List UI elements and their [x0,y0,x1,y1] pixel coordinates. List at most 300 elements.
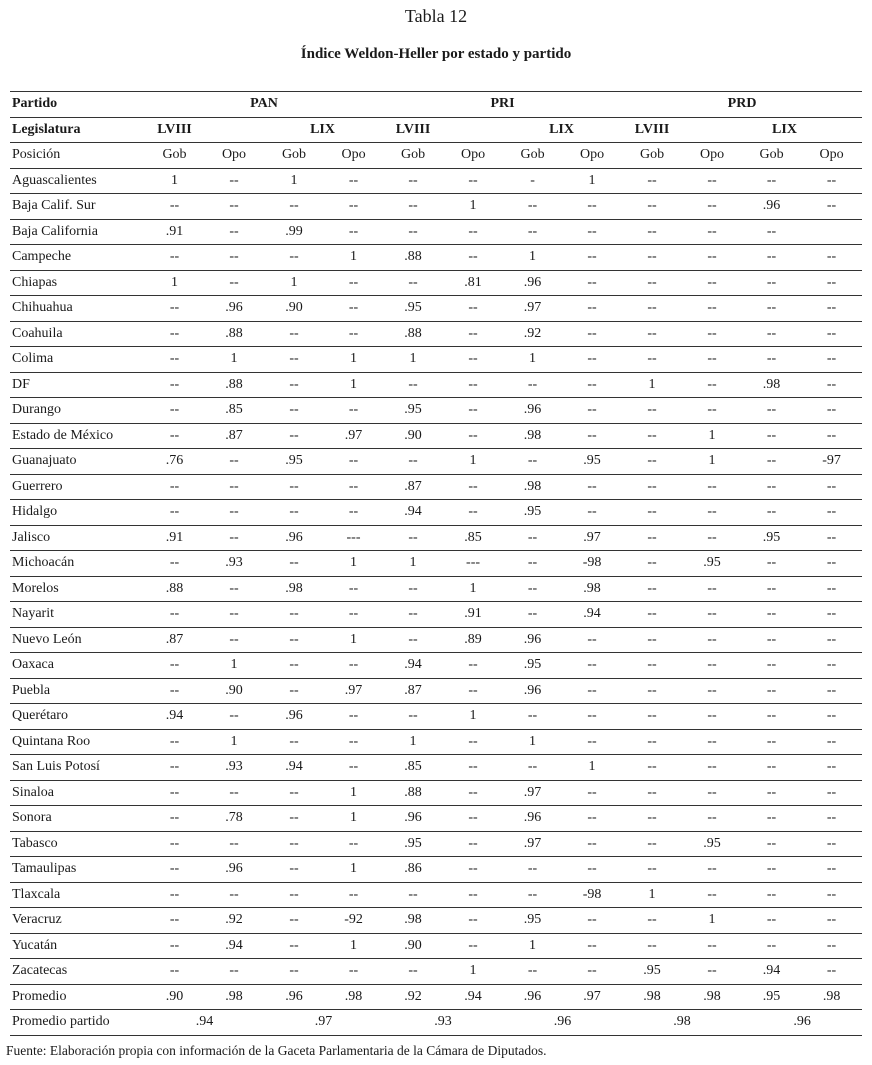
value-cell: 1 [622,882,682,908]
value-cell: -- [324,704,383,730]
value-cell: 1 [682,908,742,934]
value-cell: -- [682,704,742,730]
value-cell: 1 [503,347,562,373]
value-cell: -- [562,219,622,245]
table-row [10,959,862,985]
state-name: Puebla [10,678,145,704]
value-cell: -- [503,372,562,398]
value-cell: -- [383,168,443,194]
value-cell: -- [562,347,622,373]
state-name: Baja California [10,219,145,245]
value-cell: 1 [324,245,383,271]
value-cell: -- [324,653,383,679]
value-cell: -- [801,270,862,296]
value-cell: -- [443,933,503,959]
state-name: Coahuila [10,321,145,347]
value-cell: .88 [383,780,443,806]
value-cell: 1 [562,168,622,194]
header-row-posicion [10,143,862,169]
value-cell: 1 [383,551,443,577]
value-cell: .92 [204,908,264,934]
table-row [10,806,862,832]
party-pan: PAN [145,92,383,118]
value-cell: -- [145,602,204,628]
state-name: San Luis Potosí [10,755,145,781]
table-row [10,831,862,857]
value-cell: -- [801,525,862,551]
value-cell: -- [682,474,742,500]
value-cell: .98 [264,576,324,602]
value-cell: -- [264,372,324,398]
value-cell: -- [622,831,682,857]
value-cell: .90 [383,423,443,449]
value-cell: 1 [443,576,503,602]
value-cell: -- [801,347,862,373]
value-cell: .95 [503,908,562,934]
value-cell: -- [742,551,801,577]
value-cell: .92 [503,321,562,347]
value-cell: -- [742,270,801,296]
value-cell: -- [682,347,742,373]
value-cell: .90 [264,296,324,322]
value-cell: -- [622,780,682,806]
state-name: Guerrero [10,474,145,500]
value-cell: -- [562,959,622,985]
value-cell: -- [562,270,622,296]
value-cell: -- [264,551,324,577]
value-cell: -- [682,729,742,755]
value-cell: -- [383,270,443,296]
table-row [10,449,862,475]
table-title: Índice Weldon-Heller por estado y partido [300,46,572,62]
value-cell: -- [742,245,801,271]
value-cell: -- [801,168,862,194]
promedio-partido-value: .93 [383,1010,503,1036]
value-cell: .98 [682,984,742,1010]
value-cell: -- [801,831,862,857]
value-cell: -- [801,780,862,806]
value-cell: -- [145,474,204,500]
value-cell: -- [801,372,862,398]
promedio-partido-value: .94 [145,1010,264,1036]
legislatura-cell: LIX [204,117,383,143]
value-cell: -- [503,449,562,475]
table-row [10,194,862,220]
value-cell: -- [145,321,204,347]
value-cell: -- [264,347,324,373]
value-cell: - [503,168,562,194]
value-cell: 1 [324,347,383,373]
state-name: Tabasco [10,831,145,857]
value-cell: -- [264,500,324,526]
value-cell: -- [264,729,324,755]
value-cell: 1 [324,627,383,653]
value-cell: -- [324,321,383,347]
value-cell: .98 [324,984,383,1010]
value-cell: -- [204,780,264,806]
value-cell: -- [622,857,682,883]
legislatura-cell: LVIII [383,117,443,143]
posicion-cell: Opo [682,143,742,169]
value-cell: .94 [264,755,324,781]
value-cell: -- [562,806,622,832]
state-name: Guanajuato [10,449,145,475]
table-row [10,780,862,806]
value-cell: -- [562,831,622,857]
value-cell: -- [264,908,324,934]
value-cell: -- [264,474,324,500]
value-cell: -- [622,398,682,424]
value-cell: .93 [204,551,264,577]
value-cell: -- [443,372,503,398]
table-number: Tabla 12 [404,6,468,26]
state-name: Chiapas [10,270,145,296]
value-cell: 1 [383,347,443,373]
state-name: Tamaulipas [10,857,145,883]
value-cell: -- [742,576,801,602]
value-cell: -- [324,270,383,296]
table-row [10,984,862,1010]
value-cell: .87 [383,678,443,704]
value-cell: -- [145,296,204,322]
value-cell: 1 [204,729,264,755]
value-cell: .97 [324,678,383,704]
value-cell: 1 [443,959,503,985]
value-cell: -- [204,194,264,220]
value-cell: 1 [682,423,742,449]
table-row [10,653,862,679]
value-cell: -- [801,551,862,577]
value-cell: -- [145,933,204,959]
value-cell: .95 [503,653,562,679]
value-cell: -- [682,959,742,985]
value-cell: -- [204,704,264,730]
value-cell: -- [801,704,862,730]
value-cell: -- [204,959,264,985]
value-cell: -- [204,602,264,628]
value-cell: -- [145,959,204,985]
value-cell: -- [443,729,503,755]
value-cell: -- [264,653,324,679]
value-cell: -- [801,755,862,781]
value-cell: -- [383,449,443,475]
value-cell: -- [562,780,622,806]
value-cell: -- [682,219,742,245]
value-cell: 1 [443,194,503,220]
value-cell: 1 [145,270,204,296]
value-cell: -- [682,194,742,220]
value-cell: .96 [264,704,324,730]
value-cell: -- [682,245,742,271]
value-cell: .91 [145,219,204,245]
value-cell: -- [801,576,862,602]
value-cell: .95 [264,449,324,475]
value-cell: -- [383,704,443,730]
value-cell: -- [204,270,264,296]
value-cell: -- [801,423,862,449]
value-cell: -- [562,245,622,271]
value-cell: .92 [383,984,443,1010]
value-cell: 1 [324,551,383,577]
value-cell: -- [682,270,742,296]
value-cell: -- [324,474,383,500]
value-cell: -- [145,908,204,934]
value-cell: .90 [145,984,204,1010]
state-name: Tlaxcala [10,882,145,908]
state-name: DF [10,372,145,398]
state-name: Zacatecas [10,959,145,985]
value-cell: -- [204,245,264,271]
state-name: Michoacán [10,551,145,577]
value-cell: -- [383,576,443,602]
value-cell: .88 [145,576,204,602]
value-cell: -- [204,168,264,194]
value-cell: .90 [204,678,264,704]
value-cell: -- [383,372,443,398]
value-cell: .87 [383,474,443,500]
value-cell: .94 [145,704,204,730]
state-name: Baja Calif. Sur [10,194,145,220]
posicion-cell: Opo [443,143,503,169]
value-cell: .94 [562,602,622,628]
value-cell: -- [622,245,682,271]
posicion-cell: Gob [622,143,682,169]
value-cell: -- [682,296,742,322]
value-cell: .94 [383,653,443,679]
value-cell: -- [264,678,324,704]
value-cell: -- [682,168,742,194]
value-cell: .87 [204,423,264,449]
state-name: Jalisco [10,525,145,551]
value-cell: -- [324,194,383,220]
value-cell: -- [264,627,324,653]
value-cell: -- [264,602,324,628]
value-cell: -- [622,194,682,220]
value-cell: -- [742,474,801,500]
state-name: Quintana Roo [10,729,145,755]
value-cell: 1 [562,755,622,781]
legislatura-cell: LIX [443,117,622,143]
value-cell: -- [622,219,682,245]
value-cell: -- [443,245,503,271]
value-cell: -- [682,372,742,398]
promedio-partido-value: .96 [503,1010,622,1036]
value-cell: 1 [443,449,503,475]
value-cell: -- [324,729,383,755]
value-cell: -- [145,780,204,806]
value-cell: .98 [383,908,443,934]
value-cell: -- [324,296,383,322]
value-cell: -- [742,755,801,781]
value-cell: -- [562,474,622,500]
value-cell: -- [443,296,503,322]
value-cell: .97 [562,984,622,1010]
value-cell: -- [562,908,622,934]
value-cell: .98 [204,984,264,1010]
value-cell: -- [204,525,264,551]
value-cell: -- [622,653,682,679]
value-cell: .94 [383,500,443,526]
value-cell: -- [443,423,503,449]
value-cell: -- [622,729,682,755]
table-row [10,933,862,959]
value-cell: -- [742,321,801,347]
table-row [10,525,862,551]
table-row [10,270,862,296]
value-cell: -- [562,678,622,704]
value-cell: -- [503,704,562,730]
value-cell: -- [145,551,204,577]
header-row-party [10,92,862,118]
value-cell: -- [145,398,204,424]
posicion-cell: Gob [145,143,204,169]
value-cell: -- [145,423,204,449]
posicion-cell: Gob [503,143,562,169]
state-name: Oaxaca [10,653,145,679]
value-cell: .94 [443,984,503,1010]
value-cell: 1 [503,729,562,755]
promedio-partido-row [10,1010,862,1036]
value-cell: .98 [622,984,682,1010]
value-cell: 1 [503,245,562,271]
value-cell: -- [503,602,562,628]
value-cell: -- [622,321,682,347]
value-cell: .96 [742,194,801,220]
state-name: Hidalgo [10,500,145,526]
promedio-partido-value: .97 [264,1010,383,1036]
value-cell: -- [324,398,383,424]
value-cell: -- [264,831,324,857]
value-cell: -- [742,500,801,526]
value-cell: -- [562,729,622,755]
value-cell: -- [801,857,862,883]
value-cell: -- [264,245,324,271]
value-cell: -- [742,831,801,857]
table-row [10,627,862,653]
value-cell: -- [503,219,562,245]
promedio-partido-value: .98 [622,1010,742,1036]
value-cell: .96 [503,984,562,1010]
value-cell: .98 [562,576,622,602]
value-cell: -- [682,882,742,908]
value-cell: 1 [503,933,562,959]
value-cell: -- [264,194,324,220]
value-cell: -- [383,525,443,551]
table-row [10,423,862,449]
table-row [10,551,862,577]
value-cell: -- [622,270,682,296]
value-cell: -- [503,857,562,883]
value-cell: -- [682,500,742,526]
value-cell: .76 [145,449,204,475]
value-cell: -- [801,908,862,934]
value-cell: -- [324,602,383,628]
value-cell: -- [264,398,324,424]
table-row [10,372,862,398]
value-cell: 1 [145,168,204,194]
value-cell: -- [622,806,682,832]
value-cell: 1 [324,372,383,398]
value-cell: -- [145,372,204,398]
value-cell: -- [622,347,682,373]
value-cell: -- [443,908,503,934]
value-cell: --- [443,551,503,577]
value-cell: -- [801,500,862,526]
value-cell: .95 [503,500,562,526]
value-cell [801,219,862,245]
value-cell: .85 [383,755,443,781]
value-cell: -- [801,194,862,220]
state-name: Yucatán [10,933,145,959]
value-cell: -- [801,933,862,959]
value-cell: -- [562,423,622,449]
value-cell: .95 [682,831,742,857]
value-cell: .89 [443,627,503,653]
state-name: Sinaloa [10,780,145,806]
value-cell: -- [204,831,264,857]
value-cell: -- [742,704,801,730]
value-cell: -- [383,882,443,908]
value-cell: .85 [204,398,264,424]
value-cell: -- [383,959,443,985]
value-cell: -- [742,908,801,934]
state-name: Promedio [10,984,145,1010]
value-cell: -- [562,857,622,883]
value-cell: -- [443,219,503,245]
state-name: Durango [10,398,145,424]
value-cell: -- [204,474,264,500]
footnote: Fuente: Elaboración propia con información de la Gaceta Parlamentaria de la Cámara de Diputados. [6,1043,547,1058]
value-cell: .96 [503,806,562,832]
value-cell: -- [562,321,622,347]
value-cell: .88 [204,321,264,347]
value-cell: -- [801,321,862,347]
legislatura-cell: LVIII [145,117,204,143]
value-cell: -- [443,857,503,883]
value-cell: -- [622,933,682,959]
value-cell: -- [204,449,264,475]
value-cell: .88 [204,372,264,398]
value-cell: -- [443,831,503,857]
value-cell: 1 [443,704,503,730]
table-row [10,704,862,730]
table-row [10,857,862,883]
value-cell: -- [145,347,204,373]
value-cell: .91 [443,602,503,628]
value-cell: -- [443,882,503,908]
value-cell: .88 [383,321,443,347]
value-cell: -- [324,882,383,908]
value-cell: -- [443,168,503,194]
value-cell: -- [562,500,622,526]
legislatura-label: Legislatura [10,117,145,143]
value-cell: -- [562,296,622,322]
table-row [10,882,862,908]
value-cell: -- [324,500,383,526]
value-cell: -- [682,933,742,959]
value-cell: .86 [383,857,443,883]
weldon-heller-table [10,91,862,1036]
value-cell: -- [145,678,204,704]
value-cell: .78 [204,806,264,832]
value-cell: -- [801,882,862,908]
value-cell: -- [682,678,742,704]
value-cell: -- [264,423,324,449]
value-cell: -- [622,296,682,322]
value-cell: -- [145,857,204,883]
value-cell: -- [264,806,324,832]
value-cell: .81 [443,270,503,296]
